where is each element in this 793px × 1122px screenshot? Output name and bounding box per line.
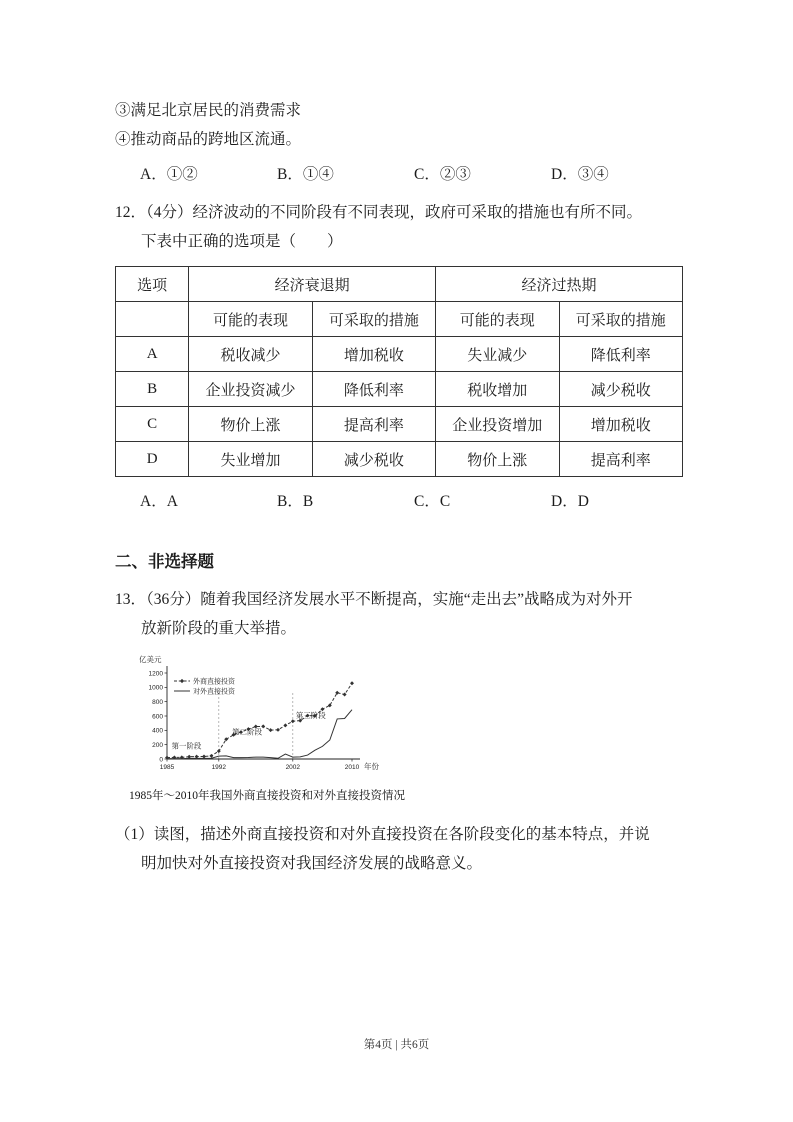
svg-text:第一阶段: 第一阶段 (171, 741, 202, 751)
q13-stem-line1: 13．（36分）随着我国经济发展水平不断提高，实施“走出去”战略成为对外开 (115, 591, 633, 608)
svg-text:1985: 1985 (159, 764, 175, 771)
table-row (116, 372, 683, 407)
q11-statement-4: ④推动商品的跨地区流通。 (115, 131, 302, 148)
q12-option-b: B．B (277, 493, 314, 510)
q12-table-group-recession: 经济衰退期 (189, 267, 436, 302)
table-cell: 减少税收 (312, 442, 435, 477)
investment-chart-svg (127, 651, 397, 783)
svg-text:亿美元: 亿美元 (139, 655, 162, 664)
table-cell: 增加税收 (312, 337, 435, 372)
q12-row-label: C (116, 407, 189, 442)
chart-caption: 1985年～2010年我国外商直接投资和对外直接投资情况 (129, 790, 405, 802)
table-cell: 税收增加 (436, 372, 559, 407)
svg-text:400: 400 (152, 727, 163, 735)
svg-text:2002: 2002 (285, 764, 301, 771)
q12-row-label: D (116, 442, 189, 477)
table-cell: 企业投资增加 (436, 407, 559, 442)
q12-table-subheader: 可能的表现 (189, 302, 312, 337)
table-cell: 降低利率 (312, 372, 435, 407)
page-footer: 第4页 | 共6页 (363, 1039, 430, 1051)
q12-option-a: A．A (140, 493, 178, 510)
svg-text:第二阶段: 第二阶段 (232, 727, 263, 737)
q12-table-subheader: 可采取的措施 (559, 302, 682, 337)
table-cell: 提高利率 (559, 442, 682, 477)
investment-chart (127, 651, 427, 804)
q11-option-c: C．②③ (414, 166, 471, 183)
svg-text:1200: 1200 (148, 670, 163, 678)
table-cell: 失业增加 (189, 442, 312, 477)
q12-table-group-overheat: 经济过热期 (436, 267, 683, 302)
q12-row-label: B (116, 372, 189, 407)
svg-text:2010: 2010 (344, 764, 360, 771)
table-cell: 增加税收 (559, 407, 682, 442)
q12-table-empty-cell (116, 302, 189, 337)
section-title: 二、非选择题 (115, 552, 214, 571)
q11-option-a: A．①② (140, 166, 198, 183)
svg-text:对外直接投资: 对外直接投资 (193, 688, 235, 696)
svg-text:1992: 1992 (211, 764, 227, 771)
q12-table-group-row (116, 267, 683, 302)
table-cell: 物价上涨 (436, 442, 559, 477)
q12-table-subheader: 可采取的措施 (312, 302, 435, 337)
q12-stem-line2: 下表中正确的选项是（ ） (141, 233, 343, 250)
svg-text:第三阶段: 第三阶段 (295, 711, 326, 721)
table-cell: 税收减少 (189, 337, 312, 372)
q12-table-subheader-row (116, 302, 683, 337)
svg-text:600: 600 (152, 713, 163, 721)
table-row (116, 407, 683, 442)
q12-option-d: D．D (551, 493, 589, 510)
table-row (116, 442, 683, 477)
q11-statement-3: ③满足北京居民的消费需求 (115, 102, 302, 119)
q11-option-d: D．③④ (551, 166, 609, 183)
q13-stem-line2: 放新阶段的重大举措。 (141, 620, 297, 637)
q12-table (115, 266, 683, 477)
q13-sub1-line1: （1）读图，描述外商直接投资和对外直接投资在各阶段变化的基本特点，并说 (115, 826, 650, 843)
q12-table-corner-cell: 选项 (116, 267, 189, 302)
q12-row-label: A (116, 337, 189, 372)
table-cell: 失业减少 (436, 337, 559, 372)
svg-text:0: 0 (159, 756, 163, 764)
svg-text:年份: 年份 (364, 762, 379, 771)
q12-option-c: C．C (414, 493, 451, 510)
table-cell: 提高利率 (312, 407, 435, 442)
table-cell: 企业投资减少 (189, 372, 312, 407)
svg-text:外商直接投资: 外商直接投资 (193, 678, 235, 686)
q11-option-b: B．①④ (277, 166, 334, 183)
svg-text:200: 200 (152, 741, 163, 749)
q12-options-row (115, 487, 683, 517)
svg-text:800: 800 (152, 698, 163, 706)
q11-options-row (115, 160, 683, 190)
q12-table-subheader: 可能的表现 (436, 302, 559, 337)
table-cell: 降低利率 (559, 337, 682, 372)
q13-sub1-line2: 明加快对外直接投资对我国经济发展的战略意义。 (141, 855, 483, 872)
svg-text:1000: 1000 (148, 684, 163, 692)
table-row (116, 337, 683, 372)
table-cell: 减少税收 (559, 372, 682, 407)
q12-stem-line1: 12．（4分）经济波动的不同阶段有不同表现，政府可采取的措施也有所不同。 (115, 204, 643, 221)
table-cell: 物价上涨 (189, 407, 312, 442)
